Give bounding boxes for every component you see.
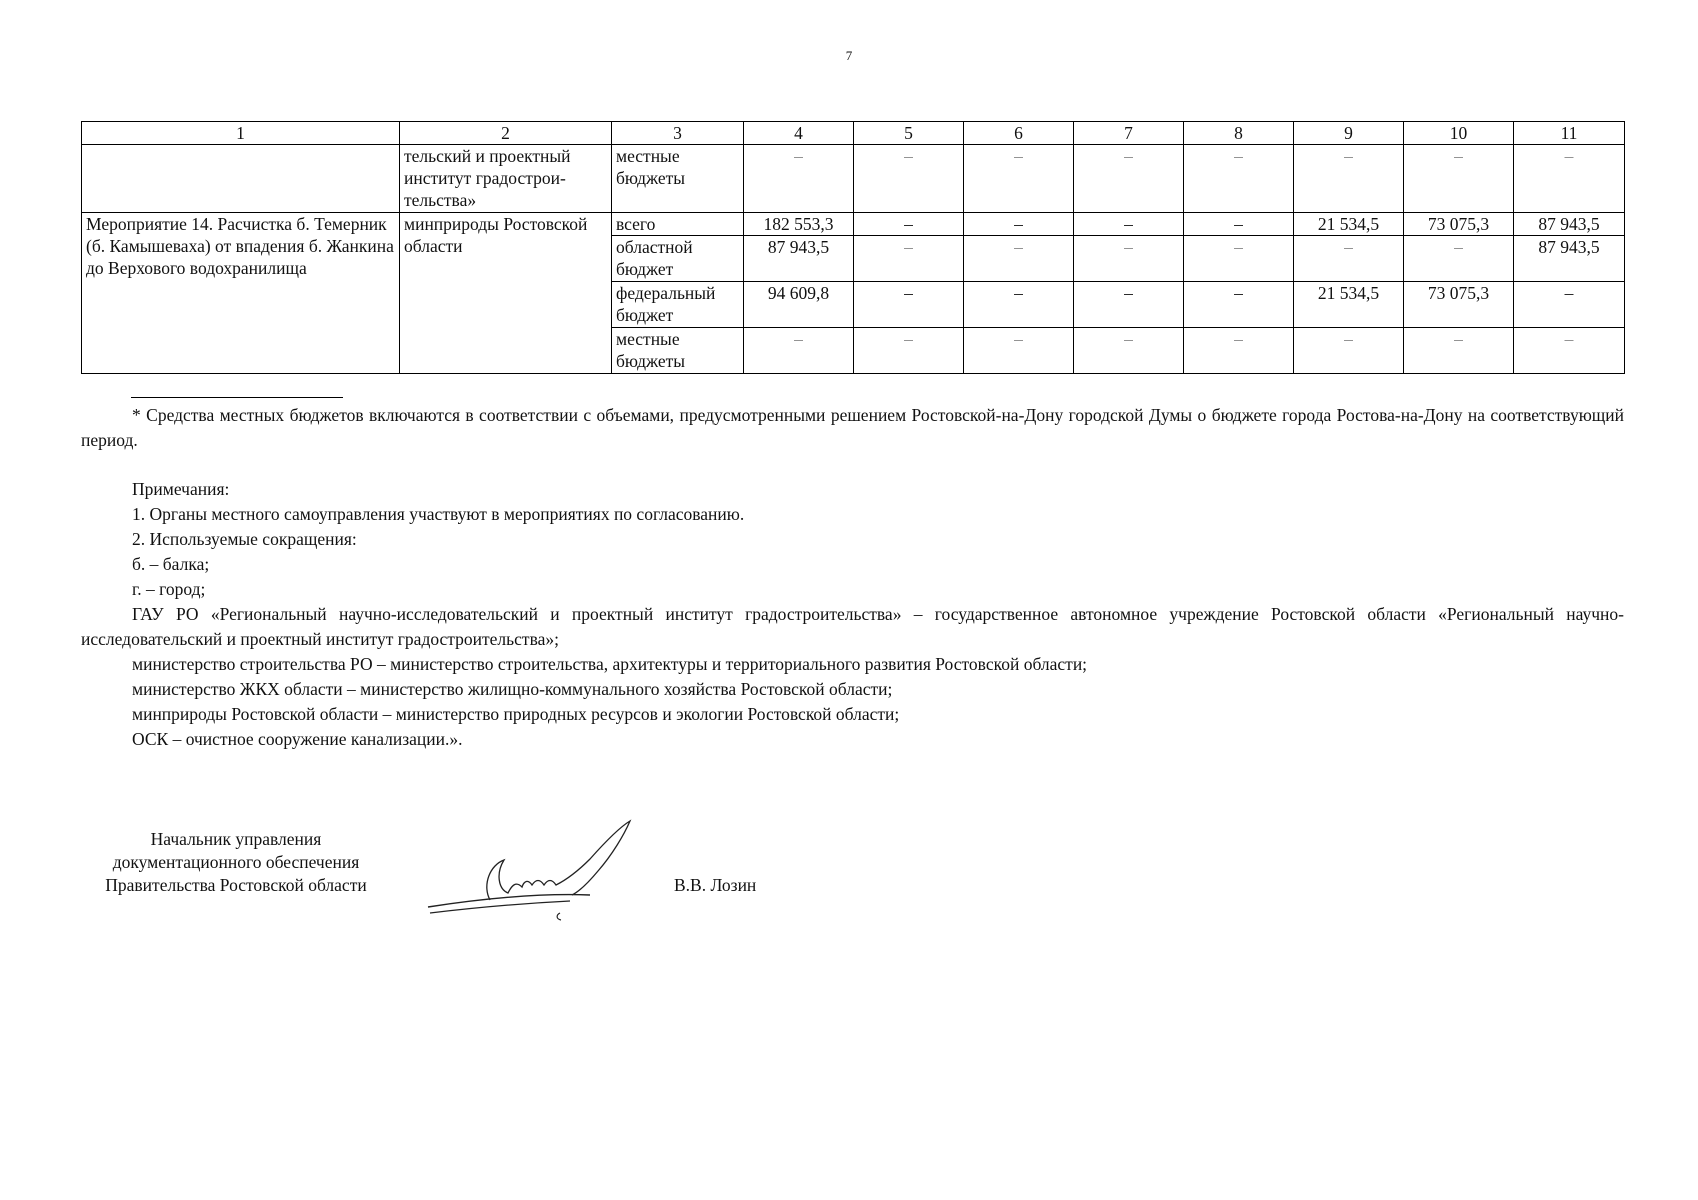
- value-cell: –: [1074, 213, 1184, 236]
- column-number: 2: [400, 122, 612, 145]
- column-number: 3: [612, 122, 744, 145]
- note-item: г. – город;: [132, 579, 206, 599]
- column-number: 9: [1294, 122, 1404, 145]
- notes-heading: Примечания:: [132, 479, 230, 499]
- value-cell: –: [1404, 145, 1514, 213]
- measure-name-cell: Мероприятие 14. Расчистка б. Темерник (б. Камышеваха) от впадения б. Жанкина до Верхового водохранилища: [82, 213, 400, 374]
- value-cell: –: [964, 236, 1074, 282]
- column-number: 8: [1184, 122, 1294, 145]
- budget-table: [81, 121, 1625, 374]
- footnote: [81, 403, 1624, 453]
- value-cell: –: [964, 282, 1074, 328]
- column-number: 7: [1074, 122, 1184, 145]
- value-cell: –: [1294, 328, 1404, 374]
- value-cell: –: [1514, 282, 1625, 328]
- value-cell: –: [1294, 236, 1404, 282]
- footnote-divider: [131, 397, 343, 398]
- signatory-title-line: Начальник управления: [150, 829, 322, 849]
- column-number: 4: [744, 122, 854, 145]
- page-number: 7: [845, 48, 853, 63]
- value-cell: 87 943,5: [1514, 213, 1625, 236]
- value-cell: –: [854, 236, 964, 282]
- value-cell: 94 609,8: [744, 282, 854, 328]
- column-number: 6: [964, 122, 1074, 145]
- value-cell: –: [1404, 328, 1514, 374]
- source-cell: федеральный бюджет: [612, 282, 744, 328]
- value-cell: –: [1184, 282, 1294, 328]
- footnote-text: * Средства местных бюджетов включаются в соответствии с объемами, предусмотренными решением Ростовской-на-Дону городской Думы о бюджете города Ростова-на-Дону на соответствующий период.: [81, 405, 1624, 450]
- column-number-row: [82, 122, 1625, 145]
- value-cell: –: [1294, 145, 1404, 213]
- continuation-row: [82, 145, 1625, 213]
- executor-cell: тельский и проектный институт градострои-тельства»: [400, 145, 612, 213]
- value-cell: –: [964, 145, 1074, 213]
- value-cell: –: [1074, 282, 1184, 328]
- note-item: министерство ЖКХ области – министерство жилищно-коммунального хозяйства Ростовской области;: [132, 679, 893, 699]
- measure-name-cell: [82, 145, 400, 213]
- value-cell: –: [1074, 328, 1184, 374]
- value-cell: 73 075,3: [1404, 213, 1514, 236]
- note-item: 1. Органы местного самоуправления участвуют в мероприятиях по согласованию.: [132, 504, 745, 524]
- source-cell: всего: [612, 213, 744, 236]
- value-cell: –: [854, 282, 964, 328]
- note-item: ОСК – очистное сооружение канализации.».: [132, 729, 463, 749]
- signatory-name: В.В. Лозин: [674, 875, 757, 895]
- value-cell: –: [1074, 236, 1184, 282]
- value-cell: 87 943,5: [1514, 236, 1625, 282]
- note-item: б. – балка;: [132, 554, 210, 574]
- column-number: 11: [1514, 122, 1625, 145]
- signatory-title-line: документационного обеспечения: [112, 852, 360, 872]
- value-cell: –: [1404, 236, 1514, 282]
- value-cell: –: [1184, 236, 1294, 282]
- column-number: 1: [82, 122, 400, 145]
- source-cell: местные бюджеты: [612, 328, 744, 374]
- note-item: министерство строительства РО – министерство строительства, архитектуры и территориального развития Ростовской области;: [132, 654, 1088, 674]
- source-cell: местные бюджеты: [612, 145, 744, 213]
- value-cell: 21 534,5: [1294, 213, 1404, 236]
- signatory-title-line: Правительства Ростовской области: [105, 875, 367, 895]
- value-cell: –: [854, 145, 964, 213]
- value-cell: 87 943,5: [744, 236, 854, 282]
- note-item: ГАУ РО «Региональный научно-исследовательский и проектный институт градостроительства» – государственное автономное учреждение Ростовской области «Региональный научно-исследовательский и проектный институт градостроительства»;: [81, 604, 1624, 649]
- source-cell: областной бюджет: [612, 236, 744, 282]
- handwritten-signature: [420, 815, 660, 925]
- value-cell: –: [744, 145, 854, 213]
- value-cell: 182 553,3: [744, 213, 854, 236]
- value-cell: –: [1184, 213, 1294, 236]
- value-cell: 73 075,3: [1404, 282, 1514, 328]
- value-cell: –: [1074, 145, 1184, 213]
- note-item: минприроды Ростовской области – министерство природных ресурсов и экологии Ростовской области;: [132, 704, 900, 724]
- value-cell: –: [854, 213, 964, 236]
- value-cell: –: [854, 328, 964, 374]
- value-cell: –: [744, 328, 854, 374]
- value-cell: –: [964, 328, 1074, 374]
- value-cell: –: [1514, 328, 1625, 374]
- signatory-title: [81, 828, 391, 897]
- executor-cell: минприроды Ростовской области: [400, 213, 612, 374]
- value-cell: –: [964, 213, 1074, 236]
- column-number: 5: [854, 122, 964, 145]
- value-cell: –: [1184, 145, 1294, 213]
- note-item: 2. Используемые сокращения:: [132, 529, 357, 549]
- notes-section: [81, 477, 1624, 752]
- table-row: [82, 213, 1625, 236]
- value-cell: –: [1514, 145, 1625, 213]
- value-cell: 21 534,5: [1294, 282, 1404, 328]
- column-number: 10: [1404, 122, 1514, 145]
- value-cell: –: [1184, 328, 1294, 374]
